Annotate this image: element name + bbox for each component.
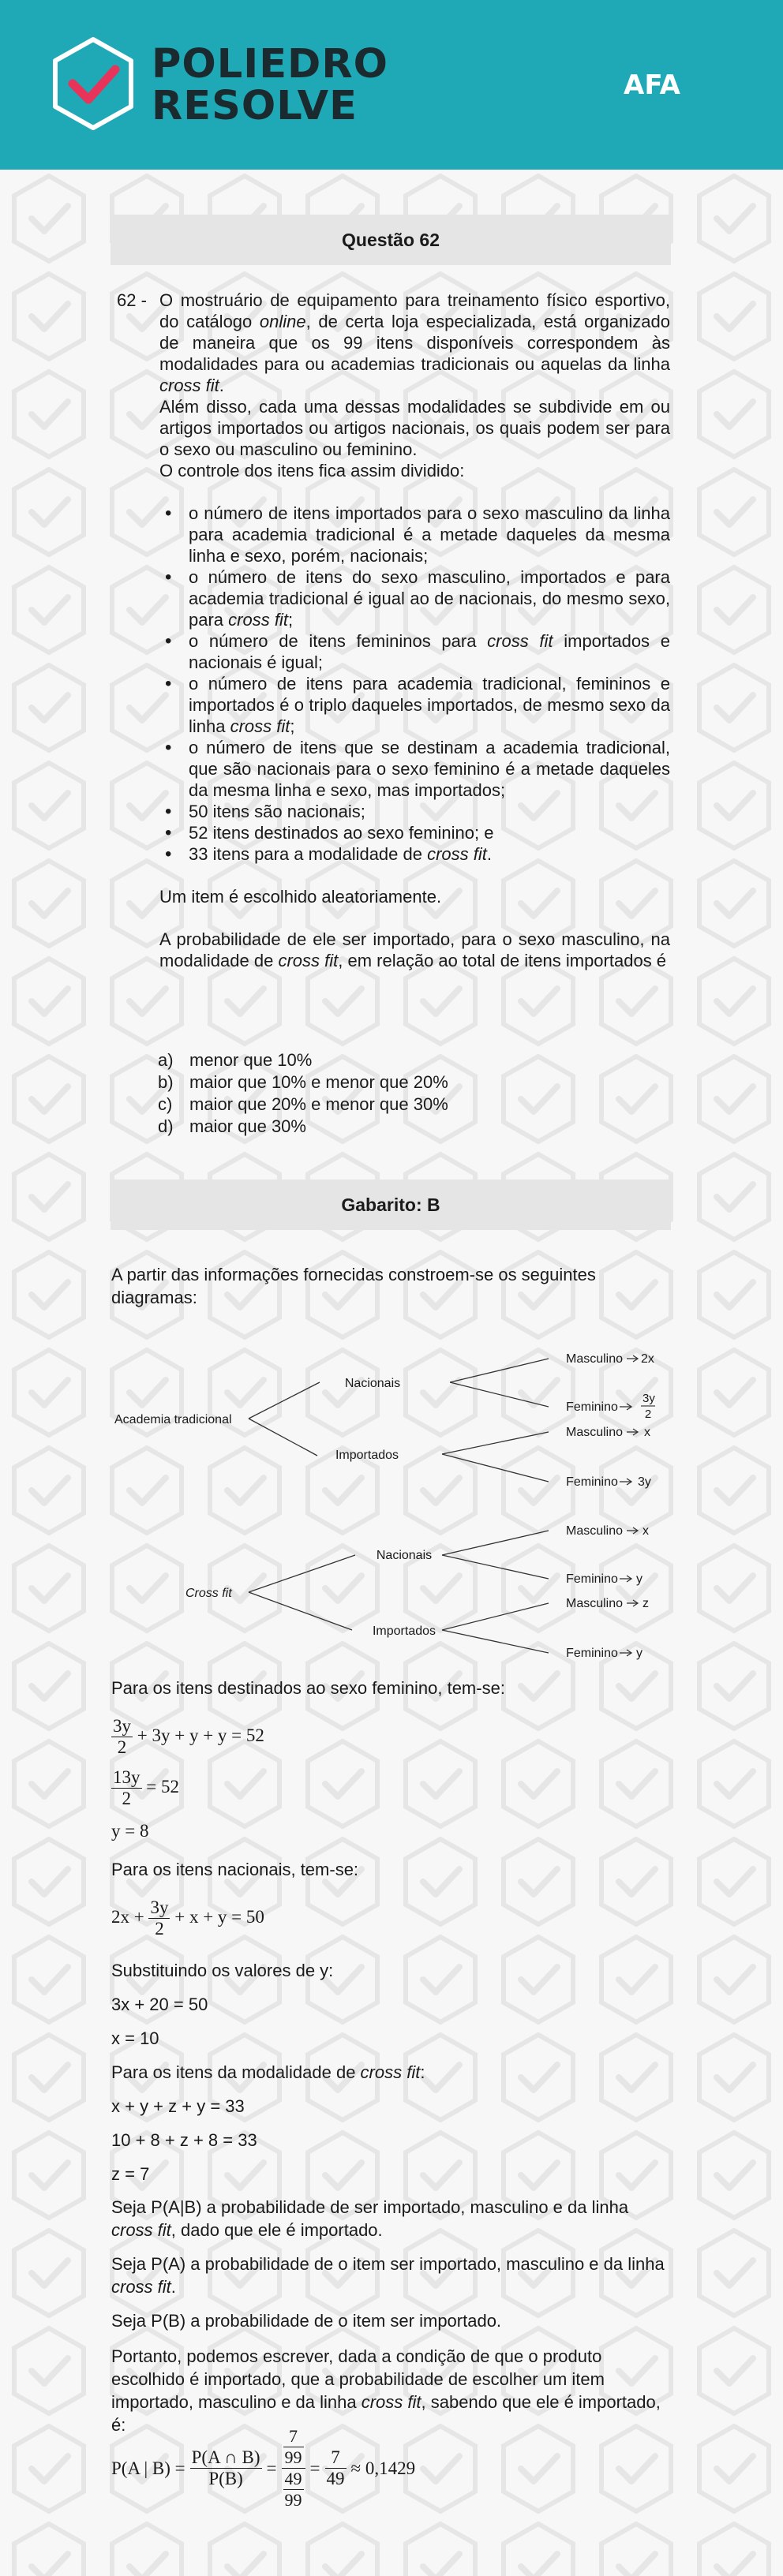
diagram2-value-masc-nac: x [643, 1524, 649, 1538]
step-substituindo: Substituindo os valores de y: [111, 1961, 334, 1980]
probability-statement: A probabilidade de ele ser importado, para o sexo masculino, na modalidade de cross fit, em relação ao total de itens importados é [159, 929, 670, 970]
list-item: • o número de itens que se destinam a academia tradicional, que são nacionais para o sexo feminino é a metade daqueles da mesma linha e sexo, mas importados; [159, 737, 670, 801]
step-pab: Seja P(A|B) a probabilidade de ser importado, masculino e da linha cross fit, dado que ele é importado. [111, 2197, 629, 2240]
diagram1-masc-nac: Masculino [565, 1352, 624, 1366]
list-item: • 33 itens para a modalidade de cross fit. [159, 843, 670, 865]
equation-9: z = 7 [111, 2164, 150, 2184]
diagram1-value-fem-imp: 3y [638, 1475, 651, 1489]
brand-name [152, 43, 388, 127]
diagram1-importados: Importados [335, 1449, 399, 1462]
list-item: • 50 itens são nacionais; [159, 801, 670, 822]
check-hexagon-icon [49, 35, 137, 133]
diagram1-nacionais: Nacionais [344, 1377, 401, 1390]
list-item: • o número de itens femininos para cross fit importados e nacionais é igual; [159, 630, 670, 673]
option-d: d) maior que 30% [158, 1116, 306, 1136]
conditions-list [159, 503, 670, 865]
step-pb: Seja P(B) a probabilidade de o item ser importado. [111, 2311, 502, 2331]
answer-title: Gabarito: B [341, 1195, 440, 1215]
step-feminino: Para os itens destinados ao sexo feminino, tem-se: [111, 1678, 505, 1698]
diagram2-value-fem-imp: y [636, 1647, 643, 1660]
diagram2-value-fem-nac: y [636, 1572, 643, 1586]
equation-6: x = 10 [111, 2028, 159, 2048]
diagram1-value-masc-nac: 2x [641, 1352, 654, 1366]
step-crossfit: Para os itens da modalidade de cross fit: [111, 2062, 425, 2082]
page-header [0, 0, 783, 170]
intro-paragraph-2: Além disso, cada uma dessas modalidades se subdivide em ou artigos importados ou artigos nacionais, os quais podem ser para o sexo ou masculino ou feminino. [159, 397, 670, 459]
diagram2-fem-imp: Feminino [566, 1647, 618, 1660]
option-b: b) maior que 10% e menor que 20% [158, 1072, 448, 1092]
equation-1: $\frac{3y}{2}$ + 3y + y + y = 52 [113, 1716, 264, 1757]
step-pa: Seja P(A) a probabilidade de o item ser importado, masculino e da linha cross fit. [111, 2254, 665, 2297]
answer-intro: A partir das informações fornecidas constroem-se os seguintes diagramas: [111, 1265, 596, 1307]
brand-line-1: POLIEDRO [152, 41, 389, 88]
list-item: • o número de itens do sexo masculino, importados e para academia tradicional é igual ao de nacionais, do mesmo sexo, para cross fit; [159, 566, 670, 630]
exam-label: AFA [624, 69, 680, 101]
tree-diagram-academia [111, 1322, 679, 1495]
diagram1-fem-nac: Feminino [566, 1400, 618, 1414]
diagram2-root: Cross fit [185, 1587, 232, 1600]
diagram2-masc-imp: Masculino [565, 1597, 624, 1610]
diagram2-masc-nac: Masculino [565, 1524, 624, 1538]
diagram2-fem-nac: Feminino [566, 1572, 618, 1586]
intro-paragraph-3: O controle dos itens fica assim dividido: [159, 461, 465, 480]
diagram2-value-masc-imp: z [643, 1597, 649, 1610]
list-item: • 52 itens destinados ao sexo feminino; e [159, 822, 670, 843]
final-formula: P(A | B) = $\frac{P(A \cap B)}{P(B)}$ = $\frac{\frac{7}{99}}{\frac{49}{99}}$ = $\frac{7}{49}$ ≈ 0,1429 [111, 2426, 416, 2510]
equation-7: x + y + z + y = 33 [111, 2096, 245, 2116]
equation-2: $\frac{13y}{2}$ = 52 [113, 1767, 179, 1808]
diagram1-value-fem-nac-den: 2 [644, 1408, 652, 1421]
equation-5: 3x + 20 = 50 [111, 1995, 208, 2014]
question-intro [159, 290, 670, 971]
equation-8: 10 + 8 + z + 8 = 33 [111, 2130, 257, 2150]
list-item: • o número de itens importados para o sexo masculino da linha para academia tradicional é a metade daqueles da mesma linha e sexo, porém, nacionais; [159, 503, 670, 566]
diagram2-nacionais: Nacionais [376, 1549, 433, 1562]
diagram1-masc-imp: Masculino [565, 1426, 624, 1439]
tree-diagram-crossfit [111, 1495, 679, 1669]
diagram1-value-masc-imp: x [644, 1426, 650, 1439]
question-title: Questão 62 [342, 230, 440, 250]
brand-line-2: RESOLVE [152, 83, 358, 129]
list-item: • o número de itens para academia tradicional, femininos e importados é o triplo daqueles importados, de mesmo sexo da linha cross fit; [159, 673, 670, 737]
equation-4: 2x + $\frac{3y}{2}$ + x + y = 50 [111, 1897, 264, 1939]
intro-paragraph-1: O mostruário de equipamento para treinamento físico esportivo, do catálogo online, de certa loja especializada, está organizado de maneira que os 99 itens disponíveis correspondem às modalidades para ou academias tradicionais ou aquelas da linha cross fit. [159, 290, 670, 395]
step-final: Portanto, podemos escrever, dada a condição de que o produto escolhido é importado, que a probabilidade de escolher um item importado, masculino e da linha cross fit, sabendo que ele é importado, é: [111, 2346, 661, 2435]
answer-title-bar [111, 1180, 671, 1230]
diagram1-fem-imp: Feminino [566, 1475, 618, 1489]
option-c: c) maior que 20% e menor que 30% [158, 1094, 448, 1114]
question-number: 62 - [117, 290, 147, 310]
diagram1-root: Academia tradicional [114, 1413, 232, 1426]
diagram2-importados: Importados [372, 1624, 436, 1638]
diagram1-value-fem-nac-num: 3y [643, 1392, 655, 1405]
option-a: a) menor que 10% [158, 1050, 313, 1070]
equation-3: y = 8 [111, 1821, 149, 1841]
step-nacionais: Para os itens nacionais, tem-se: [111, 1860, 359, 1879]
question-title-bar [111, 215, 671, 265]
chosen-sentence: Um item é escolhido aleatoriamente. [159, 887, 442, 907]
